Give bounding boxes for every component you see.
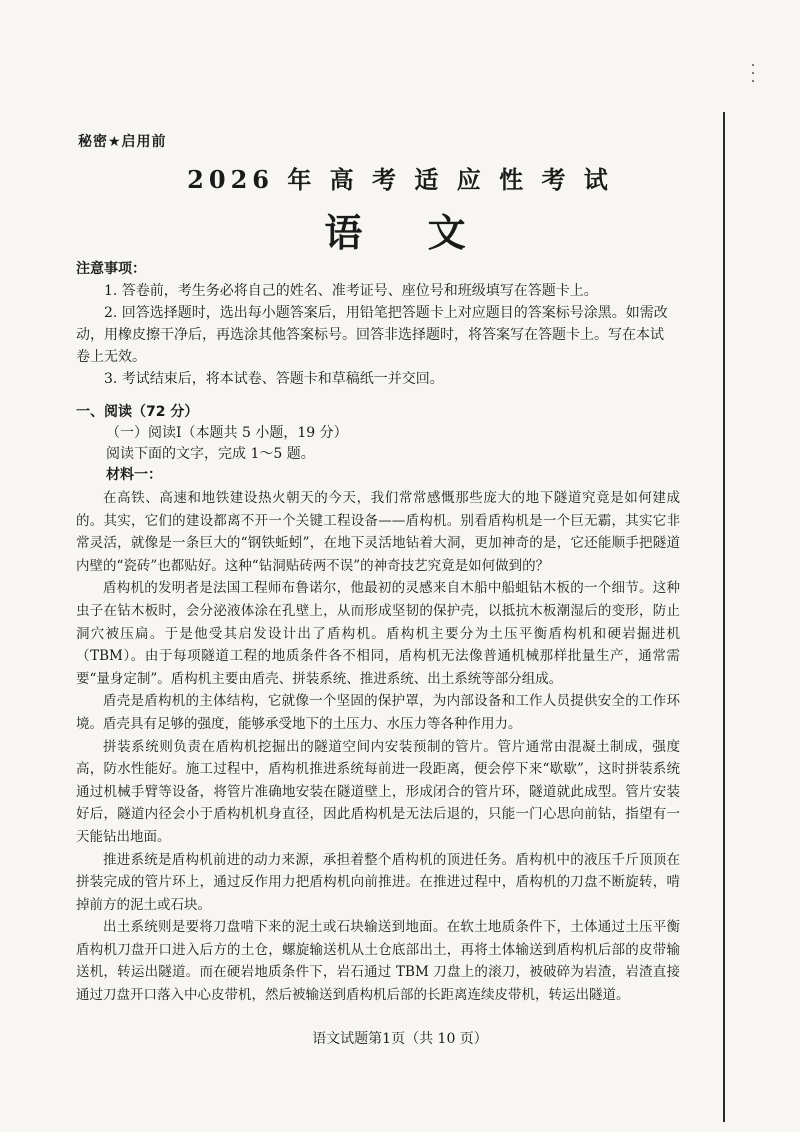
passage-paragraph: 推进系统是盾构机前进的动力来源，承担着整个盾构机的顶进任务。盾构机中的液压千斤顶顶在拼装完成的管片环上，通过反作用力把盾构机向前推进。在推进过程中，盾构机的刀盘不断旋转，啃掉前方的泥土或石块。 [76, 851, 680, 913]
exam-title: 2026 年 高 考 适 应 性 考 试 [187, 165, 613, 194]
notes-block [76, 258, 676, 390]
binding-rule [723, 112, 725, 1122]
notes-title: 注意事项： [76, 261, 146, 277]
reading-section [76, 402, 680, 1007]
scan-marks [740, 58, 770, 108]
subsection-heading: （一）阅读Ⅰ（本题共 5 小题，19 分） [106, 425, 348, 441]
subject-title: 语 文 [324, 210, 492, 255]
section-heading: 一、阅读（72 分） [76, 404, 199, 420]
passage-paragraph: 出土系统则是要将刀盘啃下来的泥土或石块输送到地面。在软土地质条件下，土体通过土压平衡盾构机刀盘开口进入后方的土仓，螺旋输送机从土仓底部出土，再将土体输送到盾构机后部的皮带输送机，转运出隧道。而在硬岩地质条件下，岩石通过 TBM 刀盘上的滚刀，被破碎为岩渣，岩渣直接通过刀盘开口落入中心皮带机，然后被输送到盾构机后部的长距离连续皮带机，转运出隧道。 [76, 919, 680, 1004]
material-label: 材料一： [106, 467, 162, 483]
secret-label: 秘密★启用前 [78, 134, 167, 150]
passage-paragraph: 在高铁、高速和地铁建设热火朝天的今天，我们常常感慨那些庞大的地下隧道究竟是如何建成的。其实，它们的建设都离不开一个关键工程设备——盾构机。别看盾构机是一个巨无霸，其实它非常灵活，就像是一条巨大的“钢铁蚯蚓”，在地下灵活地钻着大洞，更加神奇的是，它还能顺手把隧道内壁的“瓷砖”也都贴好。这种“钻洞贴砖两不误”的神奇技艺究竟是如何做到的？ [76, 490, 680, 574]
instruction-text: 阅读下面的文字，完成 1～5 题。 [106, 446, 315, 462]
note-item: 2. 回答选择题时，选出每小题答案后，用铅笔把答题卡上对应题目的答案标号涂黑。如需改动，用橡皮擦干净后，再选涂其他答案标号。回答非选择题时，将答案写在答题卡上。写在本试卷上无效。 [76, 305, 668, 365]
passage-paragraph: 拼装系统则负责在盾构机挖掘出的隧道空间内安装预制的管片。管片通常由混凝土制成，强度高，防水性能好。施工过程中，盾构机推进系统每前进一段距离，便会停下来“歇歇”，这时拼装系统通过机械手臂等设备，将管片准确地安装在隧道壁上，形成闭合的管片环，隧道就此成型。管片安装好后，隧道内径会小于盾构机机身直径，因此盾构机是无法后退的，只能一门心思向前钻，指望有一天能钻出地面。 [76, 738, 680, 845]
page-footer: 语文试题第1页（共 10 页） [312, 1031, 488, 1047]
passage-paragraph: 盾构机的发明者是法国工程师布鲁诺尔，他最初的灵感来自木船中船蛆钻木板的一个细节。这种虫子在钻木板时，会分泌液体涂在孔壁上，从而形成坚韧的保护壳，以抵抗木板潮湿后的变形，防止洞穴被压扁。于是他受其启发设计出了盾构机。盾构机主要分为土压平衡盾构机和硬岩掘进机（TBM）。由于每项隧道工程的地质条件各不相同，盾构机无法像普通机械那样批量生产，通常需要“量身定制”。盾构机主要由盾壳、拼装系统、推进系统、出土系统等部分组成。 [76, 580, 680, 687]
note-item: 3. 考试结束后，将本试卷、答题卡和草稿纸一并交回。 [104, 371, 444, 387]
passage [76, 487, 680, 1007]
note-item: 1. 答卷前，考生务必将自己的姓名、准考证号、座位号和班级填写在答题卡上。 [104, 283, 598, 299]
passage-paragraph: 盾壳是盾构机的主体结构，它就像一个坚固的保护罩，为内部设备和工作人员提供安全的工作环境。盾壳具有足够的强度，能够承受地下的土压力、水压力等各种作用力。 [76, 693, 680, 732]
